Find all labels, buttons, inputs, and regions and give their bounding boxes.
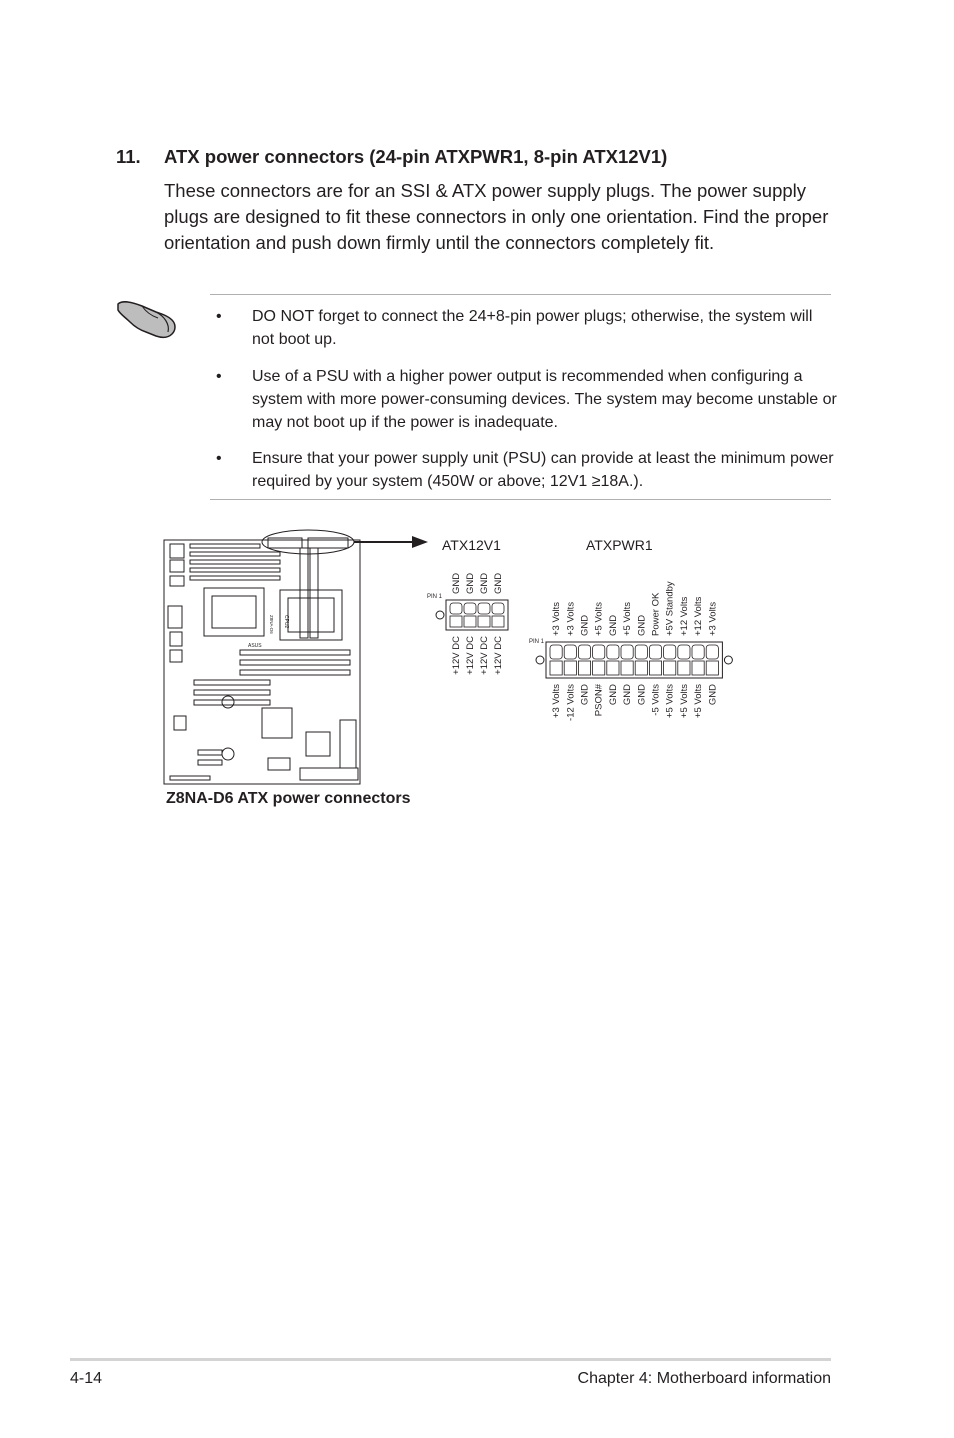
pin-top xyxy=(550,645,562,659)
pin-label-bottom: -5 Volts xyxy=(650,684,662,716)
pin-label-bottom: GND xyxy=(636,684,648,706)
section-title: ATX power connectors (24-pin ATXPWR1, 8-pin ATX12V1) xyxy=(164,146,668,167)
pin-label-top: GND xyxy=(451,572,462,594)
pin-label-top: +12 Volts xyxy=(678,596,690,636)
pin-label-bottom: +12V DC xyxy=(451,636,462,675)
page-number: 4-14 xyxy=(70,1370,103,1387)
pin-top xyxy=(478,603,490,614)
pin-bottom xyxy=(621,661,633,675)
pin-label-top: GND xyxy=(465,572,476,594)
section-heading xyxy=(116,146,667,168)
pin-label-bottom: +12V DC xyxy=(493,636,504,675)
atxpwr-pin1-label: PIN 1 xyxy=(529,639,545,645)
pin-label-bottom: +5 Volts xyxy=(693,684,705,719)
pin-top xyxy=(578,645,590,659)
chapter-title: Chapter 4: Motherboard information xyxy=(577,1370,831,1387)
board-label: Z8NA-D6 xyxy=(269,615,274,634)
motherboard-drawing xyxy=(164,530,420,784)
pin-top xyxy=(706,645,718,659)
pin-top xyxy=(464,603,476,614)
pin-bottom xyxy=(578,661,590,675)
pin-bottom xyxy=(706,661,718,675)
bullet-mark: • xyxy=(216,368,222,385)
pin-label-bottom: GND xyxy=(707,684,719,706)
note-text: Use of a PSU with a higher power output is recommended when configuring a system with more power-consuming devices. The system may become unstable or may not boot up if the power is inadequate. xyxy=(252,368,837,431)
pin-label-bottom: GND xyxy=(622,684,634,706)
power-connector-diagram xyxy=(150,520,750,820)
atx12v-pin1-label: PIN 1 xyxy=(427,594,443,600)
atxpwr-connector xyxy=(536,581,732,721)
pin-bottom xyxy=(464,616,476,627)
pin-bottom xyxy=(492,616,504,627)
section-intro: These connectors are for an SSI & ATX power supply plugs. The power supply plugs are designed to fit these connectors in only one orientation. Find the proper orientation and push down firmly until the connectors completely fit. xyxy=(164,180,829,253)
pin-top xyxy=(635,645,647,659)
pin-bottom xyxy=(550,661,562,675)
pin-top xyxy=(450,603,462,614)
connector-latch xyxy=(724,656,732,664)
pin-bottom xyxy=(564,661,576,675)
pin-bottom xyxy=(478,616,490,627)
pin-label-top: +5 Volts xyxy=(622,601,634,636)
pin-bottom xyxy=(664,661,676,675)
connector-latch xyxy=(536,656,544,664)
pin-label-bottom: PSON# xyxy=(593,684,605,717)
pin-top xyxy=(607,645,619,659)
pin-top xyxy=(692,645,704,659)
pin-label-top: +5 Volts xyxy=(593,601,605,636)
pointing-hand-icon xyxy=(112,290,182,342)
connector-body xyxy=(546,642,722,678)
atxpwr-title: ATXPWR1 xyxy=(586,537,653,553)
pin-bottom xyxy=(593,661,605,675)
pin-label-bottom: +12V DC xyxy=(465,636,476,675)
pin-top xyxy=(621,645,633,659)
pin-top xyxy=(664,645,676,659)
pin-bottom xyxy=(678,661,690,675)
pin-label-top: Power OK xyxy=(650,592,662,636)
section-number: 11. xyxy=(116,146,141,167)
pin-label-top: +12 Volts xyxy=(693,596,705,636)
pin-label-bottom: +5 Volts xyxy=(664,684,676,719)
bullet-mark: • xyxy=(216,450,222,467)
atx12v-title: ATX12V1 xyxy=(442,537,501,553)
pin-label-top: GND xyxy=(479,572,490,594)
pin-label-top: +3 Volts xyxy=(551,601,563,636)
note-box xyxy=(210,294,837,500)
arrow-head-icon xyxy=(412,536,428,548)
note-text: Ensure that your power supply unit (PSU) can provide at least the minimum power required by your system (450W or above; 12V1 ≥18A.). xyxy=(252,450,834,490)
bullet-mark: • xyxy=(216,308,222,325)
pin-top xyxy=(649,645,661,659)
atx12v-connector xyxy=(436,573,508,675)
pin-label-bottom: +5 Volts xyxy=(678,684,690,719)
pin-top xyxy=(593,645,605,659)
pin-label-bottom: GND xyxy=(607,684,619,706)
pin-label-top: GND xyxy=(607,614,619,636)
pin-label-top: GND xyxy=(636,614,648,636)
pin-label-bottom: GND xyxy=(579,684,591,706)
pin-label-top: +3 Volts xyxy=(707,601,719,636)
pin-bottom xyxy=(607,661,619,675)
cpu-label: CPU2 xyxy=(283,615,289,629)
pin-label-top: +5V Standby xyxy=(664,581,676,636)
pin-label-top: +3 Volts xyxy=(565,601,577,636)
pin-bottom xyxy=(692,661,704,675)
connector-body xyxy=(446,600,508,630)
pin-top xyxy=(678,645,690,659)
pin-bottom xyxy=(649,661,661,675)
pin-label-top: GND xyxy=(579,614,591,636)
pin-label-top: GND xyxy=(493,572,504,594)
pin-top xyxy=(492,603,504,614)
diagram-caption: Z8NA-D6 ATX power connectors xyxy=(166,790,411,807)
pin-label-bottom: +3 Volts xyxy=(551,684,563,719)
pin-top xyxy=(564,645,576,659)
pin-label-bottom: -12 Volts xyxy=(565,684,577,721)
pin-bottom xyxy=(635,661,647,675)
note-text: DO NOT forget to connect the 24+8-pin power plugs; otherwise, the system will not boot up. xyxy=(252,308,813,348)
pin-label-bottom: +12V DC xyxy=(479,636,490,675)
brand-label: ASUS xyxy=(248,643,262,649)
pin-bottom xyxy=(450,616,462,627)
connector-latch xyxy=(436,611,444,619)
footer-rule xyxy=(70,1358,831,1361)
